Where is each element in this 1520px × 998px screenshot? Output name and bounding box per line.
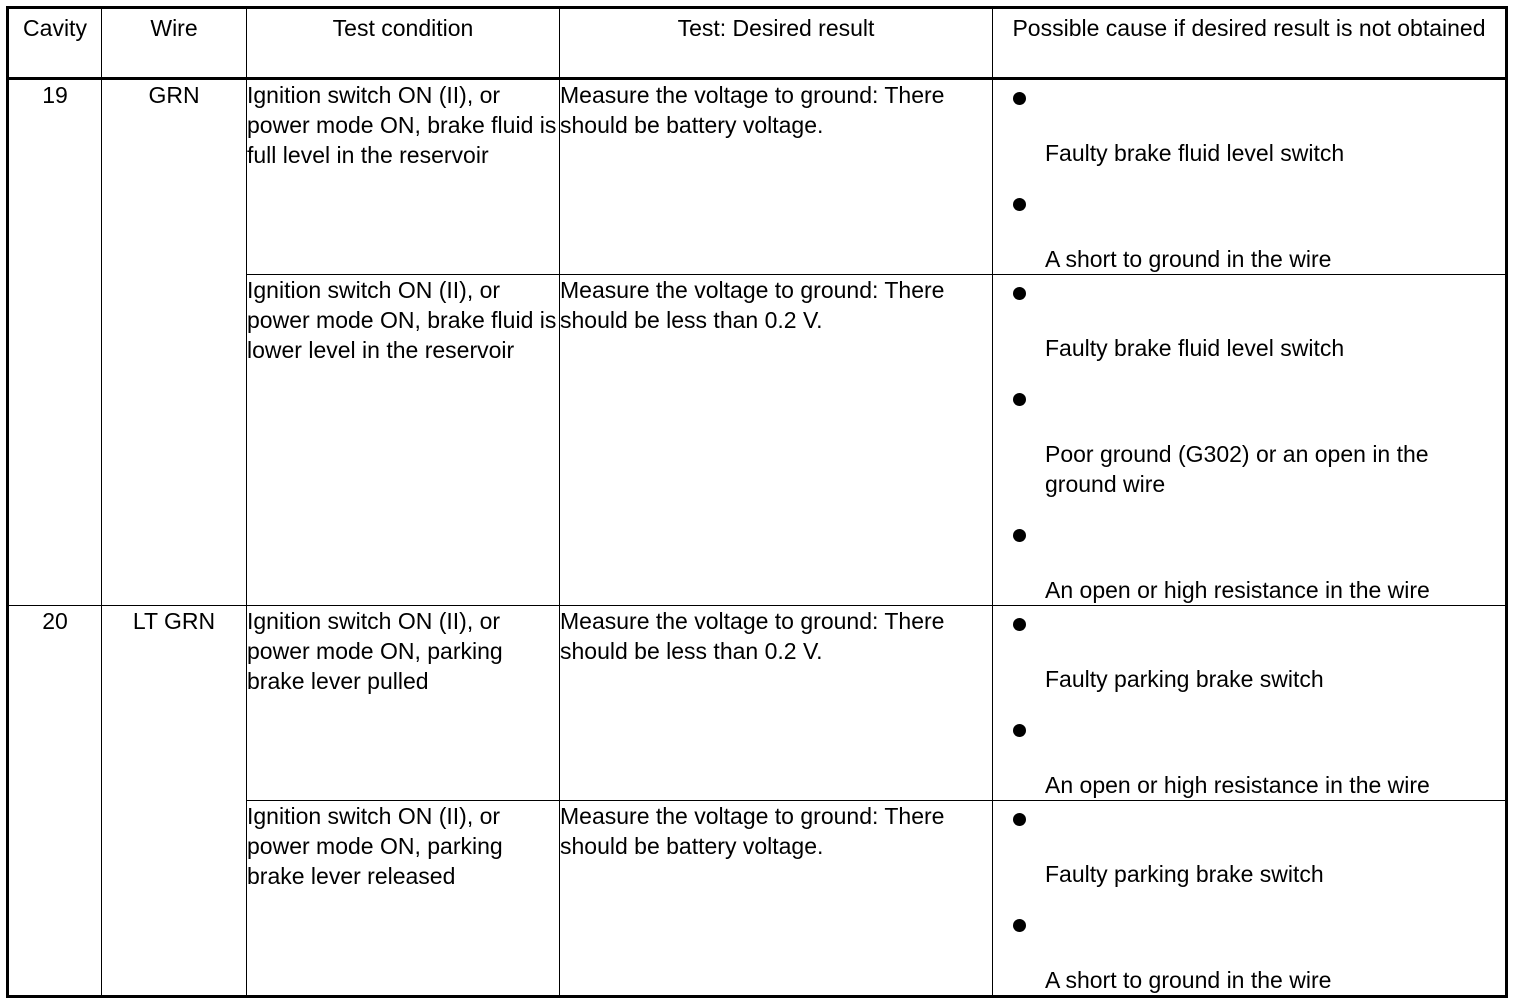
possible-causes — [993, 79, 1507, 275]
possible-causes — [993, 275, 1507, 606]
header-possible-cause: Possible cause if desired result is not obtained — [993, 8, 1507, 79]
bullet-icon — [1013, 287, 1026, 300]
cause-text: Faulty brake fluid level switch — [1045, 335, 1345, 361]
desired-result: Measure the voltage to ground: There should be less than 0.2 V. — [560, 606, 993, 801]
cause-text: An open or high resistance in the wire — [1045, 577, 1430, 603]
cause-text: Faulty brake fluid level switch — [1045, 140, 1345, 166]
cavity-number: 19 — [8, 79, 102, 606]
connector-test-table — [6, 6, 1508, 998]
cause-item — [993, 712, 1505, 800]
bullet-icon — [1013, 724, 1026, 737]
test-condition: Ignition switch ON (II), or power mode ON, brake fluid is full level in the reservoir — [247, 79, 560, 275]
wire-color: LT GRN — [102, 606, 247, 997]
table-row — [8, 79, 1507, 275]
cause-item — [993, 275, 1505, 363]
cause-item — [993, 80, 1505, 168]
cause-item — [993, 606, 1505, 694]
cause-text: Faulty parking brake switch — [1045, 666, 1324, 692]
test-condition: Ignition switch ON (II), or power mode ON, brake fluid is lower level in the reservoir — [247, 275, 560, 606]
header-wire: Wire — [102, 8, 247, 79]
cause-text: Poor ground (G302) or an open in the ground wire — [1045, 441, 1429, 497]
cause-text: A short to ground in the wire — [1045, 246, 1332, 272]
bullet-icon — [1013, 618, 1026, 631]
cause-text: An open or high resistance in the wire — [1045, 772, 1430, 798]
bullet-icon — [1013, 198, 1026, 211]
bullet-icon — [1013, 529, 1026, 542]
possible-causes — [993, 606, 1507, 801]
bullet-icon — [1013, 813, 1026, 826]
desired-result: Measure the voltage to ground: There should be battery voltage. — [560, 79, 993, 275]
cause-item — [993, 186, 1505, 274]
cause-item — [993, 517, 1505, 605]
bullet-icon — [1013, 92, 1026, 105]
cause-text: A short to ground in the wire — [1045, 967, 1332, 993]
desired-result: Measure the voltage to ground: There should be less than 0.2 V. — [560, 275, 993, 606]
wire-color: GRN — [102, 79, 247, 606]
header-row — [8, 8, 1507, 79]
test-condition: Ignition switch ON (II), or power mode ON, parking brake lever pulled — [247, 606, 560, 801]
header-test-condition: Test condition — [247, 8, 560, 79]
desired-result: Measure the voltage to ground: There should be battery voltage. — [560, 801, 993, 997]
bullet-icon — [1013, 393, 1026, 406]
cause-item — [993, 801, 1505, 889]
cause-item — [993, 381, 1505, 499]
table-row — [8, 606, 1507, 801]
cavity-number: 20 — [8, 606, 102, 997]
header-cavity: Cavity — [8, 8, 102, 79]
header-desired-result: Test: Desired result — [560, 8, 993, 79]
bullet-icon — [1013, 919, 1026, 932]
cause-text: Faulty parking brake switch — [1045, 861, 1324, 887]
possible-causes — [993, 801, 1507, 997]
test-condition: Ignition switch ON (II), or power mode ON, parking brake lever released — [247, 801, 560, 997]
